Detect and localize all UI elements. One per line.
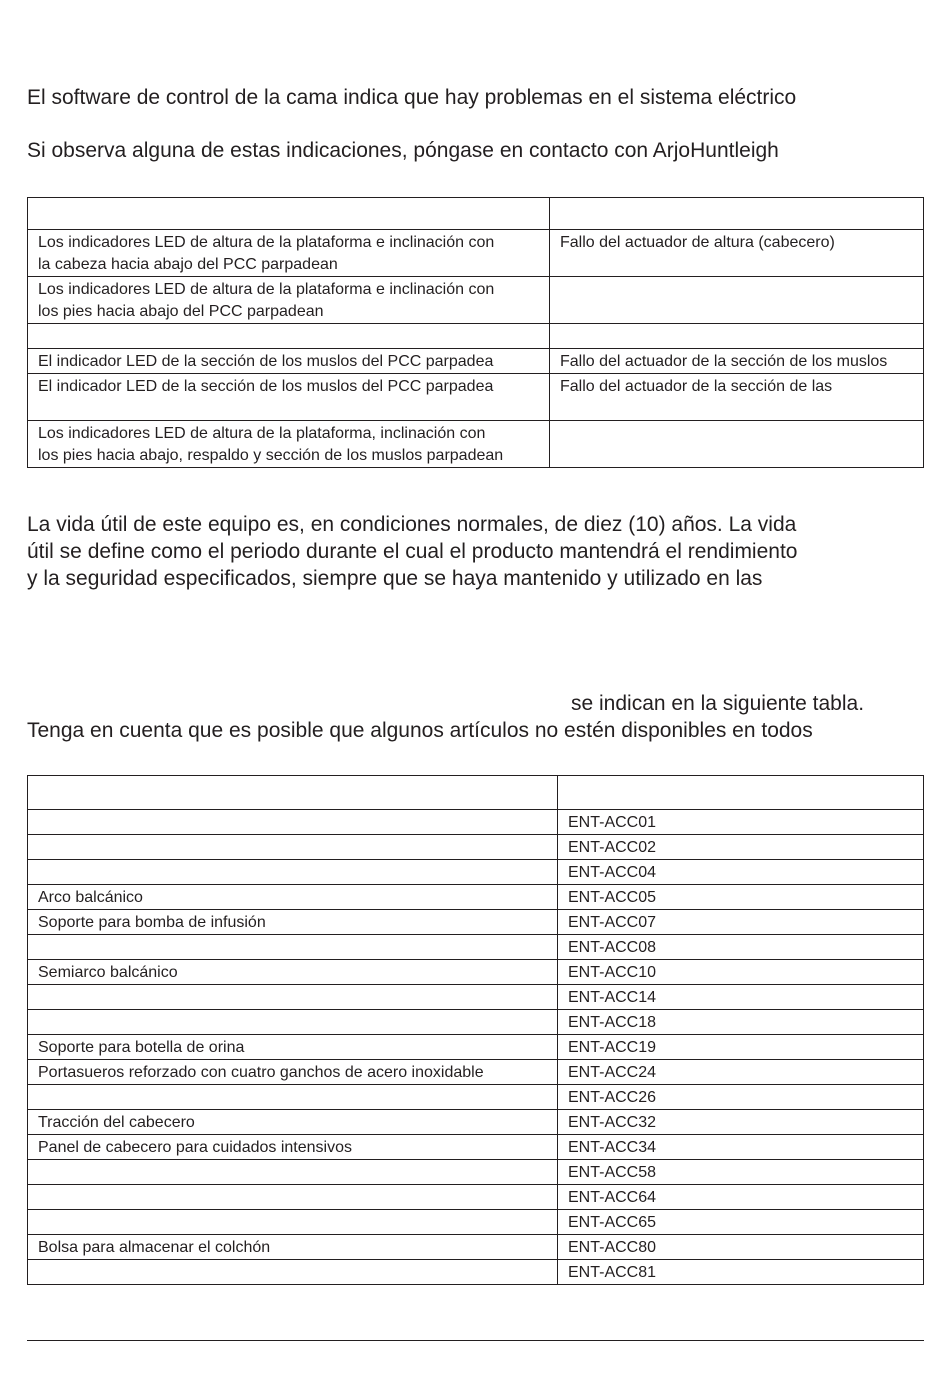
accessory-code-cell: ENT-ACC18 bbox=[558, 1010, 924, 1035]
accessory-code-cell: ENT-ACC81 bbox=[558, 1260, 924, 1285]
accessory-code-cell: ENT-ACC07 bbox=[558, 910, 924, 935]
table-row bbox=[28, 860, 924, 885]
accessory-name-cell bbox=[28, 835, 558, 860]
fault-cell: Fallo del actuador de la sección de las bbox=[550, 374, 924, 421]
table-row bbox=[28, 230, 924, 277]
accessory-code-cell: ENT-ACC08 bbox=[558, 935, 924, 960]
table-header-row bbox=[28, 198, 924, 230]
table-row bbox=[28, 1060, 924, 1085]
indication-cell bbox=[28, 421, 550, 468]
table-header-row bbox=[28, 776, 924, 810]
accessory-name-cell bbox=[28, 1185, 558, 1210]
header-cell-accessory bbox=[28, 776, 558, 810]
accessory-code-cell: ENT-ACC32 bbox=[558, 1110, 924, 1135]
accessory-name-cell: Tracción del cabecero bbox=[28, 1110, 558, 1135]
indication-line: la cabeza hacia abajo del PCC parpadean bbox=[38, 256, 338, 273]
indication-cell bbox=[28, 230, 550, 277]
accessory-name-cell: Semiarco balcánico bbox=[28, 960, 558, 985]
table-row bbox=[28, 374, 924, 421]
accessories-table bbox=[27, 775, 924, 1285]
accessory-code-cell: ENT-ACC64 bbox=[558, 1185, 924, 1210]
accessory-name-cell bbox=[28, 1260, 558, 1285]
table-row bbox=[28, 810, 924, 835]
header-cell-code bbox=[558, 776, 924, 810]
accessories-intro-line-1: se indican en la siguiente tabla. bbox=[571, 692, 865, 715]
accessory-name-cell: Soporte para bomba de infusión bbox=[28, 910, 558, 935]
accessory-code-cell: ENT-ACC14 bbox=[558, 985, 924, 1010]
accessory-name-cell bbox=[28, 1085, 558, 1110]
accessory-code-cell: ENT-ACC19 bbox=[558, 1035, 924, 1060]
accessory-name-cell bbox=[28, 1010, 558, 1035]
accessory-name-cell bbox=[28, 1160, 558, 1185]
life-line-3: y la seguridad especificados, siempre que se haya mantenido y utilizado en las bbox=[27, 567, 763, 590]
table-row bbox=[28, 1260, 924, 1285]
table-row bbox=[28, 1135, 924, 1160]
accessory-name-cell: Panel de cabecero para cuidados intensivos bbox=[28, 1135, 558, 1160]
header-cell-indication bbox=[28, 198, 550, 230]
fault-cell bbox=[550, 324, 924, 349]
indication-cell bbox=[28, 324, 550, 349]
accessory-name-cell: Bolsa para almacenar el colchón bbox=[28, 1235, 558, 1260]
accessory-name-cell bbox=[28, 1210, 558, 1235]
accessory-code-cell: ENT-ACC34 bbox=[558, 1135, 924, 1160]
accessory-code-cell: ENT-ACC80 bbox=[558, 1235, 924, 1260]
accessory-code-cell: ENT-ACC02 bbox=[558, 835, 924, 860]
table-row bbox=[28, 277, 924, 324]
indication-cell: El indicador LED de la sección de los muslos del PCC parpadea bbox=[28, 374, 550, 421]
intro-line-1: El software de control de la cama indica que hay problemas en el sistema eléctrico bbox=[27, 86, 797, 109]
accessory-code-cell: ENT-ACC65 bbox=[558, 1210, 924, 1235]
table-row bbox=[28, 1160, 924, 1185]
accessory-name-cell: Soporte para botella de orina bbox=[28, 1035, 558, 1060]
life-line-2: útil se define como el periodo durante el cual el producto mantendrá el rendimiento bbox=[27, 540, 798, 563]
accessory-code-cell: ENT-ACC04 bbox=[558, 860, 924, 885]
table-row bbox=[28, 960, 924, 985]
indication-line: Los indicadores LED de altura de la plataforma e inclinación con bbox=[38, 234, 495, 251]
accessory-code-cell: ENT-ACC05 bbox=[558, 885, 924, 910]
table-row bbox=[28, 421, 924, 468]
indication-cell bbox=[28, 277, 550, 324]
indication-line: Los indicadores LED de altura de la plataforma e inclinación con bbox=[38, 281, 495, 298]
fault-cell: Fallo del actuador de la sección de los muslos bbox=[550, 349, 924, 374]
faults-table bbox=[27, 197, 924, 468]
table-row bbox=[28, 885, 924, 910]
indication-line: Los indicadores LED de altura de la plataforma, inclinación con bbox=[38, 425, 486, 442]
table-row bbox=[28, 1010, 924, 1035]
table-row bbox=[28, 935, 924, 960]
header-cell-fault bbox=[550, 198, 924, 230]
fault-cell: Fallo del actuador de altura (cabecero) bbox=[550, 230, 924, 277]
accessory-code-cell: ENT-ACC01 bbox=[558, 810, 924, 835]
accessory-name-cell bbox=[28, 935, 558, 960]
accessory-name-cell: Arco balcánico bbox=[28, 885, 558, 910]
accessory-code-cell: ENT-ACC24 bbox=[558, 1060, 924, 1085]
accessory-code-cell: ENT-ACC58 bbox=[558, 1160, 924, 1185]
accessories-intro-line-2: Tenga en cuenta que es posible que algunos artículos no estén disponibles en todos bbox=[27, 719, 813, 742]
accessory-code-cell: ENT-ACC26 bbox=[558, 1085, 924, 1110]
table-row bbox=[28, 1235, 924, 1260]
table-row bbox=[28, 835, 924, 860]
indication-line: los pies hacia abajo, respaldo y sección de los muslos parpadean bbox=[38, 447, 504, 464]
table-row bbox=[28, 324, 924, 349]
table-row bbox=[28, 349, 924, 374]
fault-cell bbox=[550, 277, 924, 324]
table-row bbox=[28, 1110, 924, 1135]
table-row bbox=[28, 985, 924, 1010]
accessory-name-cell bbox=[28, 810, 558, 835]
accessory-name-cell: Portasueros reforzado con cuatro ganchos de acero inoxidable bbox=[28, 1060, 558, 1085]
accessory-name-cell bbox=[28, 860, 558, 885]
table-row bbox=[28, 1085, 924, 1110]
table-row bbox=[28, 1185, 924, 1210]
table-row bbox=[28, 910, 924, 935]
accessory-name-cell bbox=[28, 985, 558, 1010]
accessory-code-cell: ENT-ACC10 bbox=[558, 960, 924, 985]
footer-divider bbox=[27, 1340, 924, 1341]
fault-cell bbox=[550, 421, 924, 468]
intro-line-2: Si observa alguna de estas indicaciones, póngase en contacto con ArjoHuntleigh bbox=[27, 139, 779, 162]
indication-cell: El indicador LED de la sección de los muslos del PCC parpadea bbox=[28, 349, 550, 374]
table-row bbox=[28, 1210, 924, 1235]
indication-line: los pies hacia abajo del PCC parpadean bbox=[38, 303, 324, 320]
table-row bbox=[28, 1035, 924, 1060]
life-line-1: La vida útil de este equipo es, en condiciones normales, de diez (10) años. La vida bbox=[27, 513, 797, 536]
